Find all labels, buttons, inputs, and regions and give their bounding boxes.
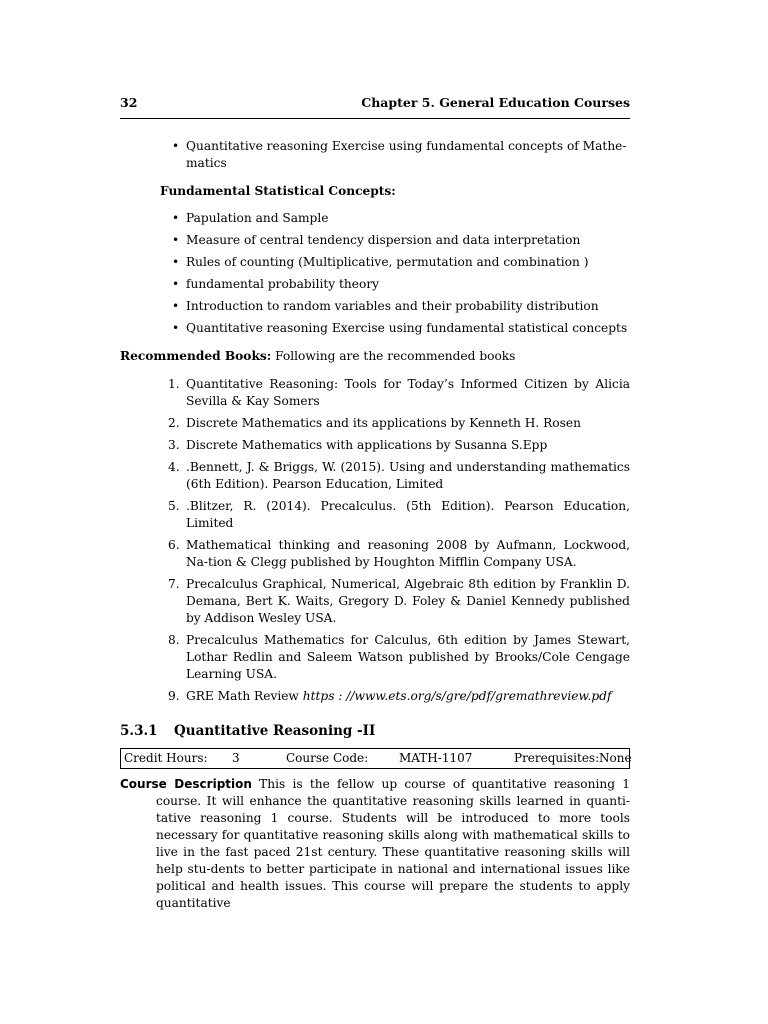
book-number: 2. [168,416,180,430]
course-description-label: Course Description [120,777,252,791]
book-number: 5. [168,499,180,513]
section-title: Quantitative Reasoning -II [174,723,376,739]
course-description [120,776,630,912]
book-number: 4. [168,460,180,474]
list-item: • Quantitative reasoning Exercise using fundamental concepts of Mathe-matics [170,138,630,172]
book-text: Discrete Mathematics and its applications by Kenneth H. Rosen [186,416,581,430]
list-item: • Papulation and Sample [170,210,630,227]
page-number: 32 [120,95,138,110]
statistical-concepts-list [170,210,630,342]
book-item [170,688,630,705]
list-item: • Quantitative reasoning Exercise using fundamental statistical concepts [170,320,630,337]
course-code-value: MATH-1107 [399,751,473,765]
credit-hours-label: Credit Hours: [124,751,208,765]
recommended-books-text: Following are the recommended books [271,349,516,363]
book-item [170,459,630,493]
book-text: Mathematical thinking and reasoning 2008 by Aufmann, Lockwood, Na-tion & Clegg published by Houghton Mifflin Company USA. [186,538,630,569]
book-text: .Blitzer, R. (2014). Precalculus. (5th Edition). Pearson Education, Limited [186,499,630,530]
book-number: 3. [168,438,180,452]
book-text: Discrete Mathematics with applications by Susanna S.Epp [186,438,548,452]
book-text: Quantitative Reasoning: Tools for Today’s Informed Citizen by Alicia Sevilla & Kay Somers [186,377,630,408]
credit-hours-value: 3 [232,751,240,765]
header-rule [120,118,630,119]
list-item: • fundamental probability theory [170,276,630,293]
book-number: 8. [168,633,180,647]
book-number: 9. [168,689,180,703]
book-item [170,537,630,571]
list-item: • Measure of central tendency dispersion and data interpretation [170,232,630,249]
prerequisites-label: Prerequisites: [514,751,600,765]
section-number: 5.3.1 [120,723,158,739]
list-item: • Introduction to random variables and their probability distribution [170,298,630,315]
course-info-box [120,748,630,769]
chapter-title: Chapter 5. General Education Courses [361,95,630,110]
book-item [170,576,630,627]
recommended-books-list [170,376,630,710]
book-number: 6. [168,538,180,552]
book-url[interactable]: https : //www.ets.org/s/gre/pdf/gremathreview.pdf [302,689,612,703]
book-text: Precalculus Graphical, Numerical, Algebraic 8th edition by Franklin D. Demana, Bert K. Waits, Gregory D. Foley & Daniel Kennedy published by Addison Wesley USA. [186,577,630,625]
book-item [170,376,630,410]
book-text: GRE Math Review [186,689,303,703]
recommended-books-intro [120,348,630,365]
statistical-concepts-heading: Fundamental Statistical Concepts: [160,184,396,198]
book-item [170,498,630,532]
list-item: • Rules of counting (Multiplicative, permutation and combination ) [170,254,630,271]
section-heading [120,723,375,740]
math-bullet-list [170,138,630,177]
book-text: Precalculus Mathematics for Calculus, 6th edition by James Stewart, Lothar Redlin and Saleem Watson published by Brooks/Cole Cengage Learning USA. [186,633,630,681]
course-code-label: Course Code: [286,751,369,765]
book-text: .Bennett, J. & Briggs, W. (2015). Using and understanding mathematics (6th Edition). Pearson Education, Limited [186,460,630,491]
book-number: 1. [168,377,180,391]
page-header [120,94,630,112]
book-item [170,632,630,683]
book-item [170,415,630,432]
recommended-books-label: Recommended Books: [120,349,272,363]
course-description-text: This is the fellow up course of quantitative reasoning 1 course. It will enhance the quantitative reasoning skills learned in quanti-tative reasoning 1 course. Students will be introduced to more tools necessary for quantitative reasoning skills along with mathematical skills to live in the fast paced 21st century. These quantitative reasoning skills will help stu-dents to better participate in national and international issues like political and health issues. This course will prepare the students to apply quantitative [156,777,630,910]
book-number: 7. [168,577,180,591]
prerequisites-value: None [599,751,632,765]
book-item [170,437,630,454]
